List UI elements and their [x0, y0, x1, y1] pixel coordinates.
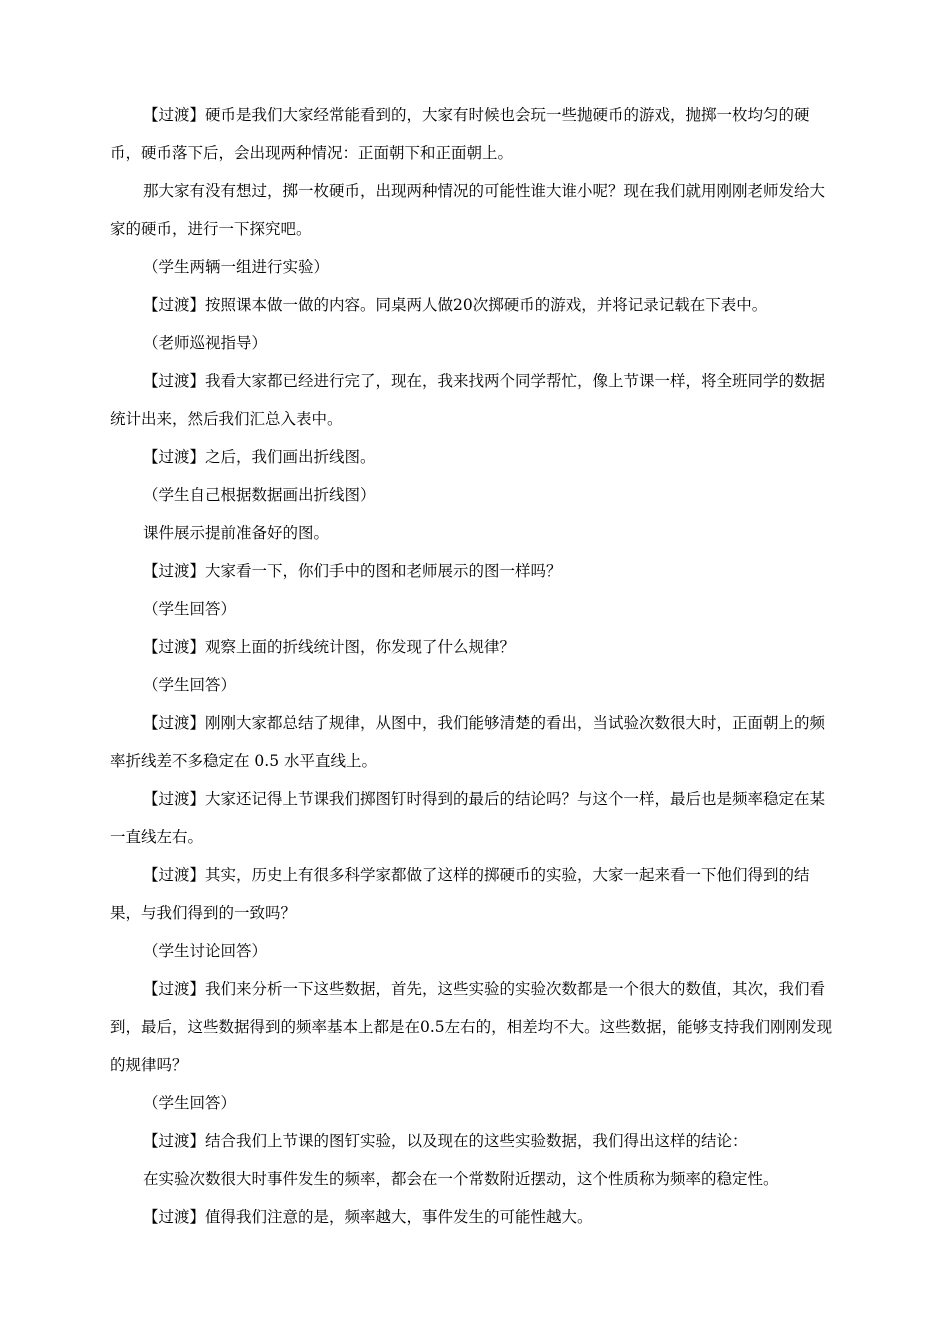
paragraph-15: 【过渡】大家还记得上节课我们掷图钉时得到的最后的结论吗？与这个一样，最后也是频率稳定在某一直线左右。	[110, 790, 826, 846]
paragraph-20: 【过渡】结合我们上节课的图钉实验，以及现在的这些实验数据，我们得出这样的结论：	[143, 1132, 748, 1150]
document-body	[110, 96, 834, 1236]
paragraph-5: （老师巡视指导）	[143, 334, 268, 352]
paragraph-16: 【过渡】其实，历史上有很多科学家都做了这样的掷硬币的实验，大家一起来看一下他们得到的结果，与我们得到的一致吗？	[110, 866, 810, 922]
paragraph-2: 那大家有没有想过，掷一枚硬币，出现两种情况的可能性谁大谁小呢？现在我们就用刚刚老师发给大家的硬币，进行一下探究吧。	[110, 182, 826, 238]
paragraph-13: （学生回答）	[143, 676, 237, 694]
paragraph-7: 【过渡】之后，我们画出折线图。	[143, 448, 376, 466]
paragraph-17: （学生讨论回答）	[143, 942, 268, 960]
paragraph-19: （学生回答）	[143, 1094, 237, 1112]
paragraph-4: 【过渡】按照课本做一做的内容。同桌两人做20次掷硬币的游戏，并将记录记载在下表中。	[143, 296, 768, 314]
paragraph-9: 课件展示提前准备好的图。	[143, 524, 330, 542]
paragraph-14: 【过渡】刚刚大家都总结了规律，从图中，我们能够清楚的看出，当试验次数很大时，正面朝上的频率折线差不多稳定在 0.5 水平直线上。	[110, 714, 826, 770]
paragraph-11: （学生回答）	[143, 600, 237, 618]
paragraph-1: 【过渡】硬币是我们大家经常能看到的，大家有时候也会玩一些抛硬币的游戏，抛掷一枚均匀的硬币，硬币落下后，会出现两种情况：正面朝下和正面朝上。	[110, 106, 810, 162]
paragraph-21: 在实验次数很大时事件发生的频率，都会在一个常数附近摆动，这个性质称为频率的稳定性。	[143, 1170, 779, 1188]
paragraph-22: 【过渡】值得我们注意的是，频率越大，事件发生的可能性越大。	[143, 1208, 593, 1226]
paragraph-8: （学生自己根据数据画出折线图）	[143, 486, 376, 504]
paragraph-6: 【过渡】我看大家都已经进行完了，现在，我来找两个同学帮忙，像上节课一样，将全班同学的数据统计出来，然后我们汇总入表中。	[110, 372, 826, 428]
paragraph-18: 【过渡】我们来分析一下这些数据，首先，这些实验的实验次数都是一个很大的数值，其次，我们看到，最后，这些数据得到的频率基本上都是在0.5左右的，相差均不大。这些数据，能够支持我们刚刚发现的规律吗？	[110, 980, 833, 1074]
paragraph-12: 【过渡】观察上面的折线统计图，你发现了什么规律？	[143, 638, 516, 656]
paragraph-10: 【过渡】大家看一下，你们手中的图和老师展示的图一样吗？	[143, 562, 562, 580]
paragraph-3: （学生两辆一组进行实验）	[143, 258, 330, 276]
